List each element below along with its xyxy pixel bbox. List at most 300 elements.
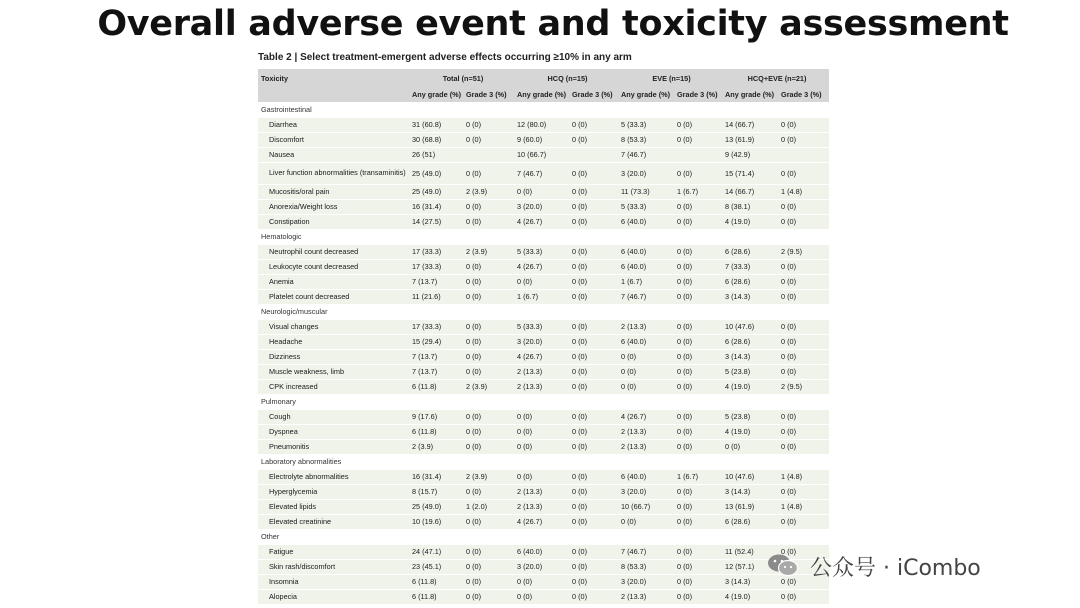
cell-any-grade: 25 (49.0) — [409, 162, 463, 184]
cell-any-grade: 15 (29.4) — [409, 334, 463, 349]
table-row — [258, 334, 829, 349]
cell-grade-3: 0 (0) — [569, 162, 618, 184]
table-row — [258, 439, 829, 454]
toxicity-name: Pneumonitis — [258, 439, 409, 454]
cell-grade-3: 0 (0) — [569, 379, 618, 394]
cell-any-grade: 4 (19.0) — [722, 379, 778, 394]
cell-any-grade: 7 (33.3) — [722, 259, 778, 274]
table-row — [258, 132, 829, 147]
cell-grade-3: 0 (0) — [674, 559, 722, 574]
cell-any-grade: 11 (73.3) — [618, 184, 674, 199]
cell-any-grade: 8 (38.1) — [722, 199, 778, 214]
section-label: Neurologic/muscular — [261, 306, 328, 316]
table-caption: Table 2 | Select treatment-emergent adverse effects occurring ≥10% in any arm — [258, 52, 632, 63]
cell-grade-3: 0 (0) — [674, 117, 722, 132]
cell-grade-3: 0 (0) — [569, 514, 618, 529]
cell-grade-3 — [569, 147, 618, 162]
table-row — [258, 214, 829, 229]
cell-any-grade: 6 (28.6) — [722, 334, 778, 349]
cell-any-grade: 4 (26.7) — [514, 349, 569, 364]
cell-grade-3: 0 (0) — [778, 589, 829, 604]
cell-any-grade: 6 (40.0) — [618, 469, 674, 484]
cell-grade-3: 0 (0) — [674, 589, 722, 604]
cell-any-grade: 6 (11.8) — [409, 379, 463, 394]
toxicity-name: Elevated creatinine — [258, 514, 409, 529]
cell-grade-3: 0 (0) — [569, 184, 618, 199]
cell-any-grade: 10 (66.7) — [618, 499, 674, 514]
cell-grade-3: 0 (0) — [569, 349, 618, 364]
toxicity-name: Constipation — [258, 214, 409, 229]
cell-grade-3: 0 (0) — [778, 349, 829, 364]
cell-grade-3: 0 (0) — [569, 199, 618, 214]
slide-title: Overall adverse event and toxicity assessment — [97, 4, 1009, 44]
cell-any-grade: 4 (26.7) — [514, 259, 569, 274]
toxicity-name: Anemia — [258, 274, 409, 289]
cell-grade-3: 0 (0) — [463, 589, 514, 604]
cell-grade-3: 0 (0) — [463, 319, 514, 334]
cell-grade-3: 0 (0) — [674, 132, 722, 147]
cell-any-grade: 14 (66.7) — [722, 117, 778, 132]
cell-grade-3: 0 (0) — [463, 117, 514, 132]
toxicity-name: Hyperglycemia — [258, 484, 409, 499]
cell-any-grade: 31 (60.8) — [409, 117, 463, 132]
cell-any-grade: 0 (0) — [514, 274, 569, 289]
toxicity-name: Nausea — [258, 147, 409, 162]
cell-grade-3: 1 (6.7) — [674, 469, 722, 484]
table-row — [258, 469, 829, 484]
cell-grade-3: 0 (0) — [674, 574, 722, 589]
cell-grade-3: 0 (0) — [463, 214, 514, 229]
cell-any-grade: 2 (3.9) — [409, 439, 463, 454]
section-row — [258, 529, 829, 544]
cell-grade-3: 0 (0) — [674, 274, 722, 289]
cell-any-grade: 3 (14.3) — [722, 349, 778, 364]
table-body — [258, 102, 829, 604]
cell-any-grade: 7 (13.7) — [409, 274, 463, 289]
cell-grade-3: 0 (0) — [674, 259, 722, 274]
toxicity-name: Platelet count decreased — [258, 289, 409, 304]
cell-grade-3: 0 (0) — [778, 439, 829, 454]
cell-any-grade: 30 (68.8) — [409, 132, 463, 147]
cell-any-grade: 2 (13.3) — [618, 589, 674, 604]
cell-any-grade: 3 (20.0) — [618, 574, 674, 589]
table-row — [258, 274, 829, 289]
cell-grade-3: 0 (0) — [463, 199, 514, 214]
table-row — [258, 184, 829, 199]
cell-any-grade: 11 (21.6) — [409, 289, 463, 304]
cell-any-grade: 15 (71.4) — [722, 162, 778, 184]
toxicity-name: Mucositis/oral pain — [258, 184, 409, 199]
cell-any-grade: 3 (14.3) — [722, 484, 778, 499]
cell-any-grade: 0 (0) — [618, 349, 674, 364]
cell-grade-3: 1 (4.8) — [778, 469, 829, 484]
cell-any-grade: 6 (40.0) — [618, 244, 674, 259]
cell-any-grade: 7 (46.7) — [514, 162, 569, 184]
toxicity-name: Alopecia — [258, 589, 409, 604]
cell-grade-3: 0 (0) — [569, 439, 618, 454]
cell-any-grade: 3 (20.0) — [514, 334, 569, 349]
cell-any-grade: 13 (61.9) — [722, 132, 778, 147]
table-row — [258, 514, 829, 529]
cell-any-grade: 6 (28.6) — [722, 244, 778, 259]
cell-any-grade: 9 (60.0) — [514, 132, 569, 147]
cell-any-grade: 0 (0) — [514, 409, 569, 424]
section-label: Gastrointestinal — [261, 104, 312, 114]
toxicity-name: Elevated lipids — [258, 499, 409, 514]
cell-any-grade: 0 (0) — [618, 364, 674, 379]
cell-grade-3: 0 (0) — [674, 289, 722, 304]
cell-grade-3: 0 (0) — [463, 274, 514, 289]
section-label: Laboratory abnormalities — [261, 456, 342, 466]
cell-grade-3: 0 (0) — [569, 132, 618, 147]
cell-grade-3: 2 (9.5) — [778, 379, 829, 394]
cell-grade-3: 2 (3.9) — [463, 379, 514, 394]
cell-any-grade: 6 (40.0) — [618, 259, 674, 274]
cell-any-grade: 17 (33.3) — [409, 244, 463, 259]
cell-grade-3: 0 (0) — [569, 259, 618, 274]
cell-grade-3: 2 (3.9) — [463, 184, 514, 199]
cell-any-grade: 12 (57.1) — [722, 559, 778, 574]
cell-any-grade: 1 (6.7) — [514, 289, 569, 304]
toxicity-name: Skin rash/discomfort — [258, 559, 409, 574]
cell-grade-3: 0 (0) — [569, 469, 618, 484]
cell-grade-3: 0 (0) — [463, 259, 514, 274]
cell-any-grade: 7 (46.7) — [618, 147, 674, 162]
cell-any-grade: 2 (13.3) — [514, 379, 569, 394]
cell-any-grade: 5 (33.3) — [618, 117, 674, 132]
cell-grade-3: 0 (0) — [778, 514, 829, 529]
cell-grade-3: 0 (0) — [569, 319, 618, 334]
cell-grade-3: 0 (0) — [674, 244, 722, 259]
header-grade-3: Grade 3 (%) — [572, 90, 613, 99]
header-group-total: Total (n=51) — [442, 73, 484, 83]
table-row — [258, 574, 829, 589]
cell-grade-3: 0 (0) — [463, 544, 514, 559]
cell-grade-3: 0 (0) — [463, 162, 514, 184]
cell-any-grade: 8 (15.7) — [409, 484, 463, 499]
cell-any-grade: 14 (27.5) — [409, 214, 463, 229]
header-blank — [258, 87, 409, 102]
wechat-icon — [766, 553, 800, 577]
cell-grade-3: 0 (0) — [463, 334, 514, 349]
table-row — [258, 499, 829, 514]
cell-any-grade: 7 (13.7) — [409, 364, 463, 379]
cell-any-grade: 2 (13.3) — [618, 439, 674, 454]
cell-any-grade: 0 (0) — [514, 424, 569, 439]
table-row — [258, 589, 829, 604]
toxicity-name: Electrolyte abnormalities — [258, 469, 409, 484]
cell-grade-3: 0 (0) — [569, 424, 618, 439]
cell-grade-3: 0 (0) — [569, 364, 618, 379]
cell-grade-3: 0 (0) — [674, 214, 722, 229]
section-label: Other — [261, 531, 280, 541]
cell-grade-3: 0 (0) — [569, 559, 618, 574]
table-row — [258, 319, 829, 334]
cell-grade-3: 0 (0) — [778, 334, 829, 349]
cell-any-grade: 23 (45.1) — [409, 559, 463, 574]
cell-grade-3: 0 (0) — [674, 544, 722, 559]
cell-grade-3: 0 (0) — [463, 514, 514, 529]
cell-any-grade: 0 (0) — [514, 469, 569, 484]
toxicity-name: Discomfort — [258, 132, 409, 147]
cell-any-grade: 6 (28.6) — [722, 274, 778, 289]
cell-grade-3: 0 (0) — [674, 349, 722, 364]
cell-any-grade: 4 (19.0) — [722, 589, 778, 604]
cell-any-grade: 6 (11.8) — [409, 589, 463, 604]
cell-any-grade: 25 (49.0) — [409, 499, 463, 514]
cell-any-grade: 2 (13.3) — [618, 319, 674, 334]
cell-any-grade: 17 (33.3) — [409, 259, 463, 274]
cell-grade-3: 0 (0) — [569, 334, 618, 349]
header-any-grade: Any grade (%) — [621, 90, 671, 99]
toxicity-name: Liver function abnormalities (transaminitis) — [258, 162, 409, 184]
cell-grade-3: 1 (4.8) — [778, 184, 829, 199]
cell-grade-3: 0 (0) — [463, 484, 514, 499]
cell-any-grade: 3 (20.0) — [618, 484, 674, 499]
cell-any-grade: 16 (31.4) — [409, 469, 463, 484]
cell-any-grade: 2 (13.3) — [618, 424, 674, 439]
cell-any-grade: 3 (20.0) — [514, 559, 569, 574]
toxicity-name: Dyspnea — [258, 424, 409, 439]
cell-grade-3: 0 (0) — [674, 334, 722, 349]
cell-grade-3: 0 (0) — [569, 499, 618, 514]
adverse-events-table — [258, 69, 829, 604]
cell-any-grade: 7 (46.7) — [618, 544, 674, 559]
cell-any-grade: 7 (13.7) — [409, 349, 463, 364]
cell-grade-3: 0 (0) — [674, 409, 722, 424]
cell-any-grade: 10 (66.7) — [514, 147, 569, 162]
cell-any-grade: 6 (11.8) — [409, 574, 463, 589]
cell-grade-3: 0 (0) — [674, 199, 722, 214]
cell-grade-3: 0 (0) — [463, 424, 514, 439]
cell-any-grade: 8 (53.3) — [618, 559, 674, 574]
cell-any-grade: 5 (23.8) — [722, 364, 778, 379]
cell-any-grade: 11 (52.4) — [722, 544, 778, 559]
cell-grade-3: 0 (0) — [463, 439, 514, 454]
header-any-grade: Any grade (%) — [412, 90, 462, 99]
cell-grade-3: 0 (0) — [778, 364, 829, 379]
cell-grade-3: 0 (0) — [569, 244, 618, 259]
cell-grade-3: 2 (3.9) — [463, 244, 514, 259]
cell-grade-3: 0 (0) — [778, 544, 829, 559]
section-label: Pulmonary — [261, 396, 296, 406]
toxicity-name: Neutrophil count decreased — [258, 244, 409, 259]
header-group-eve: EVE (n=15) — [652, 73, 691, 83]
cell-any-grade: 5 (33.3) — [514, 244, 569, 259]
header-group-hcq: HCQ (n=15) — [547, 73, 588, 83]
cell-any-grade: 0 (0) — [514, 574, 569, 589]
toxicity-name: Cough — [258, 409, 409, 424]
cell-any-grade: 3 (20.0) — [618, 162, 674, 184]
header-grade-3: Grade 3 (%) — [466, 90, 507, 99]
cell-any-grade: 14 (66.7) — [722, 184, 778, 199]
cell-grade-3: 0 (0) — [569, 214, 618, 229]
table-row — [258, 349, 829, 364]
cell-any-grade: 13 (61.9) — [722, 499, 778, 514]
cell-grade-3: 0 (0) — [569, 574, 618, 589]
cell-any-grade: 5 (33.3) — [618, 199, 674, 214]
header-grade-3: Grade 3 (%) — [781, 90, 822, 99]
cell-grade-3: 0 (0) — [569, 289, 618, 304]
toxicity-name: Dizziness — [258, 349, 409, 364]
cell-any-grade: 2 (13.3) — [514, 499, 569, 514]
cell-grade-3: 1 (6.7) — [674, 184, 722, 199]
cell-grade-3: 0 (0) — [674, 514, 722, 529]
cell-grade-3: 0 (0) — [674, 319, 722, 334]
cell-grade-3: 0 (0) — [674, 499, 722, 514]
cell-grade-3 — [778, 147, 829, 162]
cell-any-grade: 25 (49.0) — [409, 184, 463, 199]
cell-any-grade: 4 (26.7) — [514, 514, 569, 529]
table-row — [258, 199, 829, 214]
cell-any-grade: 10 (19.6) — [409, 514, 463, 529]
table-row — [258, 117, 829, 132]
cell-any-grade: 3 (14.3) — [722, 289, 778, 304]
cell-grade-3: 2 (3.9) — [463, 469, 514, 484]
table-row — [258, 379, 829, 394]
cell-any-grade: 12 (80.0) — [514, 117, 569, 132]
cell-any-grade: 0 (0) — [618, 379, 674, 394]
cell-any-grade: 8 (53.3) — [618, 132, 674, 147]
cell-any-grade: 5 (23.8) — [722, 409, 778, 424]
cell-any-grade: 5 (33.3) — [514, 319, 569, 334]
cell-grade-3: 0 (0) — [674, 439, 722, 454]
table-row — [258, 544, 829, 559]
toxicity-name: Anorexia/Weight loss — [258, 199, 409, 214]
cell-any-grade: 3 (14.3) — [722, 574, 778, 589]
cell-grade-3: 2 (9.5) — [778, 244, 829, 259]
cell-grade-3: 0 (0) — [778, 259, 829, 274]
table-row — [258, 364, 829, 379]
header-row-groups — [258, 69, 829, 87]
cell-grade-3: 0 (0) — [778, 274, 829, 289]
cell-any-grade: 10 (47.6) — [722, 319, 778, 334]
cell-grade-3: 0 (0) — [569, 544, 618, 559]
toxicity-name: Headache — [258, 334, 409, 349]
cell-grade-3: 0 (0) — [778, 162, 829, 184]
cell-grade-3: 0 (0) — [463, 349, 514, 364]
section-row — [258, 454, 829, 469]
cell-any-grade: 2 (13.3) — [514, 364, 569, 379]
table-container — [258, 69, 829, 604]
cell-any-grade: 16 (31.4) — [409, 199, 463, 214]
header-any-grade: Any grade (%) — [725, 90, 775, 99]
cell-any-grade: 10 (47.6) — [722, 469, 778, 484]
cell-any-grade: 0 (0) — [514, 184, 569, 199]
section-row — [258, 304, 829, 319]
cell-any-grade: 3 (20.0) — [514, 199, 569, 214]
cell-grade-3: 1 (4.8) — [778, 499, 829, 514]
cell-any-grade: 6 (40.0) — [618, 334, 674, 349]
table-row — [258, 244, 829, 259]
cell-grade-3: 0 (0) — [569, 274, 618, 289]
cell-any-grade: 6 (28.6) — [722, 514, 778, 529]
header-grade-3: Grade 3 (%) — [677, 90, 718, 99]
section-row — [258, 394, 829, 409]
table-row — [258, 259, 829, 274]
cell-grade-3 — [463, 147, 514, 162]
header-toxicity: Toxicity — [261, 73, 289, 83]
cell-any-grade: 24 (47.1) — [409, 544, 463, 559]
cell-grade-3: 0 (0) — [778, 424, 829, 439]
cell-any-grade: 0 (0) — [618, 514, 674, 529]
cell-grade-3: 0 (0) — [463, 559, 514, 574]
cell-any-grade: 6 (11.8) — [409, 424, 463, 439]
cell-any-grade: 4 (19.0) — [722, 424, 778, 439]
cell-grade-3: 0 (0) — [569, 409, 618, 424]
cell-grade-3: 0 (0) — [463, 574, 514, 589]
header-any-grade: Any grade (%) — [517, 90, 567, 99]
table-row — [258, 424, 829, 439]
cell-grade-3: 0 (0) — [674, 162, 722, 184]
cell-any-grade: 0 (0) — [514, 589, 569, 604]
cell-grade-3: 0 (0) — [569, 117, 618, 132]
cell-grade-3: 0 (0) — [778, 574, 829, 589]
cell-any-grade: 17 (33.3) — [409, 319, 463, 334]
cell-grade-3: 1 (2.0) — [463, 499, 514, 514]
cell-any-grade: 26 (51) — [409, 147, 463, 162]
cell-grade-3: 0 (0) — [674, 379, 722, 394]
cell-grade-3: 0 (0) — [778, 409, 829, 424]
cell-grade-3: 0 (0) — [674, 364, 722, 379]
table-row — [258, 289, 829, 304]
cell-any-grade: 1 (6.7) — [618, 274, 674, 289]
cell-any-grade: 4 (26.7) — [514, 214, 569, 229]
cell-any-grade: 7 (46.7) — [618, 289, 674, 304]
section-row — [258, 102, 829, 117]
cell-grade-3: 0 (0) — [778, 214, 829, 229]
toxicity-name: Visual changes — [258, 319, 409, 334]
table-row — [258, 484, 829, 499]
cell-any-grade: 2 (13.3) — [514, 484, 569, 499]
cell-any-grade: 0 (0) — [514, 439, 569, 454]
header-group-hcq-eve: HCQ+EVE (n=21) — [747, 73, 807, 83]
cell-any-grade: 9 (17.6) — [409, 409, 463, 424]
cell-any-grade: 9 (42.9) — [722, 147, 778, 162]
cell-grade-3: 0 (0) — [778, 117, 829, 132]
cell-grade-3: 0 (0) — [569, 484, 618, 499]
cell-grade-3: 0 (0) — [778, 484, 829, 499]
cell-grade-3: 0 (0) — [463, 132, 514, 147]
cell-grade-3: 0 (0) — [674, 424, 722, 439]
header-row-grades — [258, 87, 829, 102]
cell-grade-3: 0 (0) — [778, 289, 829, 304]
cell-grade-3: 0 (0) — [463, 409, 514, 424]
section-row — [258, 229, 829, 244]
toxicity-name: Fatigue — [258, 544, 409, 559]
cell-grade-3: 0 (0) — [463, 289, 514, 304]
cell-grade-3: 0 (0) — [569, 589, 618, 604]
toxicity-name: CPK increased — [258, 379, 409, 394]
cell-any-grade: 6 (40.0) — [618, 214, 674, 229]
cell-any-grade: 4 (19.0) — [722, 214, 778, 229]
cell-any-grade: 0 (0) — [722, 439, 778, 454]
toxicity-name: Insomnia — [258, 574, 409, 589]
table-row — [258, 162, 829, 184]
cell-any-grade: 6 (40.0) — [514, 544, 569, 559]
toxicity-name: Muscle weakness, limb — [258, 364, 409, 379]
table-row — [258, 409, 829, 424]
cell-grade-3: 0 (0) — [778, 199, 829, 214]
toxicity-name: Leukocyte count decreased — [258, 259, 409, 274]
cell-any-grade: 4 (26.7) — [618, 409, 674, 424]
cell-grade-3 — [674, 147, 722, 162]
section-label: Hematologic — [261, 231, 302, 241]
table-row — [258, 559, 829, 574]
cell-grade-3: 0 (0) — [463, 364, 514, 379]
table-row — [258, 147, 829, 162]
cell-grade-3: 0 (0) — [778, 132, 829, 147]
